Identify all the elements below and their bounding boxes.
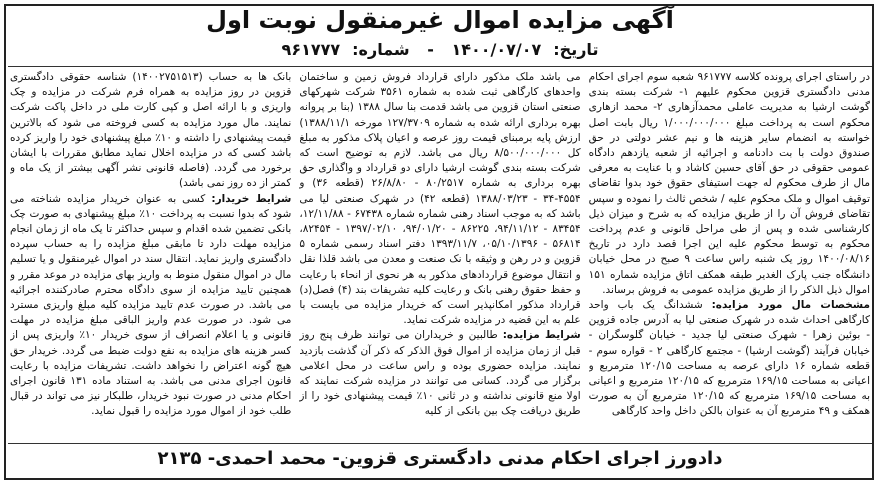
notice-body [10, 70, 870, 440]
top-divider [8, 66, 872, 67]
property-heading: مشخصات مال مورد مزایده: [711, 299, 870, 312]
auction-terms-text: طالبین و خریداران می توانند ظرف پنج روز قبل از زمان مزایده از اموال فوق الذکر که ذکر آن گذشت بازدید نمایند. مزایده حضوری بوده و راس ساعت در محل اعلامی برگزار می گردد. کسانی می توانند در مزایده شرکت نمایند که اولا منع قانونی نداشته و در ثانی ۱۰٪ قیمت پیشنهادی خود را از طریق دریافت چک بین بانکی از کلیه [299, 329, 581, 418]
auction-terms-heading: شرایط مزایده: [502, 329, 581, 342]
meta-separator: - [427, 40, 434, 59]
signature-line: دادورز اجرای احکام مدنی دادگستری قزوین- محمد احمدی- ۲۱۳۵ [157, 448, 723, 469]
buyer-terms-heading: شرایط خریدار: [211, 192, 292, 205]
column-middle-text: می باشد ملک مذکور دارای قرارداد فروش زمین و ساختمان واحدهای کارگاهی ثبت شده به شماره ۳۵۶۱ شرکت شهرکهای صنعتی استان قزوین می باشد قدمت بنا سال ۱۳۸۸ (بنا بر پروانه بهره برداری ارائه شده به شماره ۱۲۷/۳۷۰۹ مورخه ۱۳۸۸/۱۱/۱) ارزش پایه برمبنای قیمت روز عرصه و اعیان پلاک مذکور به مبلغ کل ۸/۵۰۰/۰۰۰/۰۰۰ ریال می باشد. لازم به توضیح است که شرکت بسته بندی گوشت ارشیا دارای دو قرارداد و واگذاری حق بهره برداری به شماره ۸۰/۲۵۱۷ - ۲۶/۸/۸۰ (قطعه ۳۶) و ۴۵۵۴-۳۴ - ۱۳۸۸/۰۳/۲۳ (قطعه ۴۲) در شهرک صنعتی لیا می باشد که به موجب اسناد رهنی شماره شماره ۶۷۴۳۸ - ۱۲/۱۱/۸۸، ۸۳۴۵۴ - ۹۴/۱۱/۱۲، ۸۶۲۲۵ - ۹۴/۰۱/۲۰، ۱۳۹۷/۰۲/۱۰ - ۸۲۴۵۴، ۵۶۸۱۴ - ۰۵/۱۰/۱۳۹۶، ۱۳۹۳/۱۱/۷ دفتر اسناد رسمی شماره ۵ قزوین و در رهن و وثیقه با نک صنعت و معدن می باشد قلذا نقل و انتقال موضوع قراردادهای مذکور به هر نحوی از انحاء با رعایت و حفظ حقوق رهنی بانک و رعایت کلیه تشریفات بند (۴) فصل(د) قرارداد مذکور امکانپذیر است که خریدار مزایده می بایست با علم به این قضیه در مزایده شرکت نماید. [299, 71, 581, 327]
notice-number: ۹۶۱۷۷۷ [281, 40, 341, 59]
notice-meta [0, 40, 880, 59]
number-label: شماره: [352, 40, 410, 59]
body-column-left [10, 70, 291, 440]
date-label: تاریخ: [553, 40, 599, 59]
bottom-divider [8, 443, 872, 444]
property-description: ششدانگ یک باب واحد کارگاهی احداث شده در شهرک صنعتی لیا به آدرس جاده قزوین - بوئین زهرا - شهرک صنعتی لیا جدید - خیابان گلوسگران - خیابان فرآیند (گوشت ارشیا) - مجتمع کارگاهی ۲ - قواره سوم - قطعه شماره ۱۶ دارای عرصه به مساحت ۱۲۰/۱۵ مترمربع و اعیانی به مساحت ۱۶۹/۱۵ مترمربع که ۱۲۰/۱۵ مترمربع و اعیانی به مساحت ۱۶۹/۱۵ مترمربع که ۱۲۰/۱۵ مترمربع آن به صورت همکف و ۴۹ مترمربع آن به عنوان بالکن داخل واحد کارگاهی [588, 299, 870, 418]
body-column-right [589, 70, 870, 440]
column-left-text: بانک ها به حساب (۱۴۰۰۲۷۵۱۵۱۳) شناسه حقوقی دادگستری قزوین در روز مزایده به همراه فرم شرکت در مزایده و چک واریزی و با ارائه اصل و کپی کارت ملی در داخل پاکت شرکت نمایند. مال مورد مزایده به کسی فروخته می شود که بالاترین قیمت پیشنهادی را داشته و ۱۰٪ مبلغ پیشنهادی خود را واریز کرده باشد کسی که در مزایده اخلال نماید مطابق مقررات با ایشان برخورد می گردد. (فاصله قانونی نشر آگهی بیشتر از یک ماه و کمتر از ده روز نمی باشد) [10, 71, 292, 190]
buyer-terms-text: کسی به عنوان خریدار مزایده شناخته می شود که بدوا نسبت به پرداخت ۱۰٪ مبلغ پیشنهادی به صورت چک بانکی تضمین شده اقدام و سپس حداکثر تا یک ماه از زمان انجام مزایده مهلت دارد تا مابقی مبلغ مزایده را به حساب سپرده دادگستری واریز نماید. انتقال سند در اموال غیرمنقول و یا تسلیم مال در اموال منقول منوط به واریز بهای مزایده در موعد مقرر و همچنین تایید مزایده از سوی دادگاه محترم صادرکننده اجرائیه می باشد. در صورت عدم تایید مزایده کلیه مبلغ واریزی مسترد می شود. در صورت عدم واریز الباقی مبلغ مزایده در مهلت قانونی و یا اعلام انصراف از سوی خریدار ۱۰٪ واریزی پس از کسر هزینه های مزایده به نفع دولت ضبط می گردد. خریدار حق هیچ گونه اعتراض را نخواهد داشت. تشریفات مزایده با رعایت قانون اجرای مدنی می باشد. به استناد ماده ۱۳۱ قانون اجرای احکام مدنی در صورت نبود خریدار، طلبکار نیز می تواند در قبال طلب خود از اموال مورد مزایده را قبول نماید. [10, 192, 292, 418]
notice-date: ۱۴۰۰/۰۷/۰۷ [451, 40, 542, 59]
column-right-text: در راستای اجرای پرونده کلاسه ۹۶۱۷۷۷ شعبه سوم اجرای احکام مدنی دادگستری قزوین محکوم علیهم ۱- شرکت بسته بندی گوشت ارشیا به مدیریت عاملی محمدآزهاری ۲- محمد ازهاری محکوم است به پرداخت مبلغ ۱/۰۰۰/۰۰۰/۰۰۰ ریال بابت اصل خواسته به انضمام سایر هزینه ها و نیم عشر دولتی در حق صندوق دولت با بت دادنامه و اجرائیه از شعبه یازدهم دادگاه عمومی حقوقی در حق آقای حسین کاشاد و با عنایت به معرفی مال از طرف محکوم له جهت استیفای حقوق خود بدوا تقاضای توقیف اموال و ملک محکوم علیه / شخص ثالث را نموده و سپس تقاضای فروش آن را از طریق مزایده که به شرح و میزان ذیل کارشناسی شده و پس از طی مراحل قانونی و عدم پرداخت محکوم به توسط محکوم علیه این اجرا قصد دارد در تاریخ ۱۴۰۰/۰۸/۱۶ روز یک شنبه راس ساعت ۹ صبح در محل خیابان دانشگاه جنب پارک الغدیر طبقه همکف اتاق مزایده شماره ۱۵۱ اموال ذیل الذکر را از طریق مزایده عمومی به فروش برساند. [588, 71, 870, 296]
notice-title: آگهی مزایده اموال غیرمنقول نوبت اول [206, 6, 674, 34]
body-column-middle [299, 70, 580, 440]
